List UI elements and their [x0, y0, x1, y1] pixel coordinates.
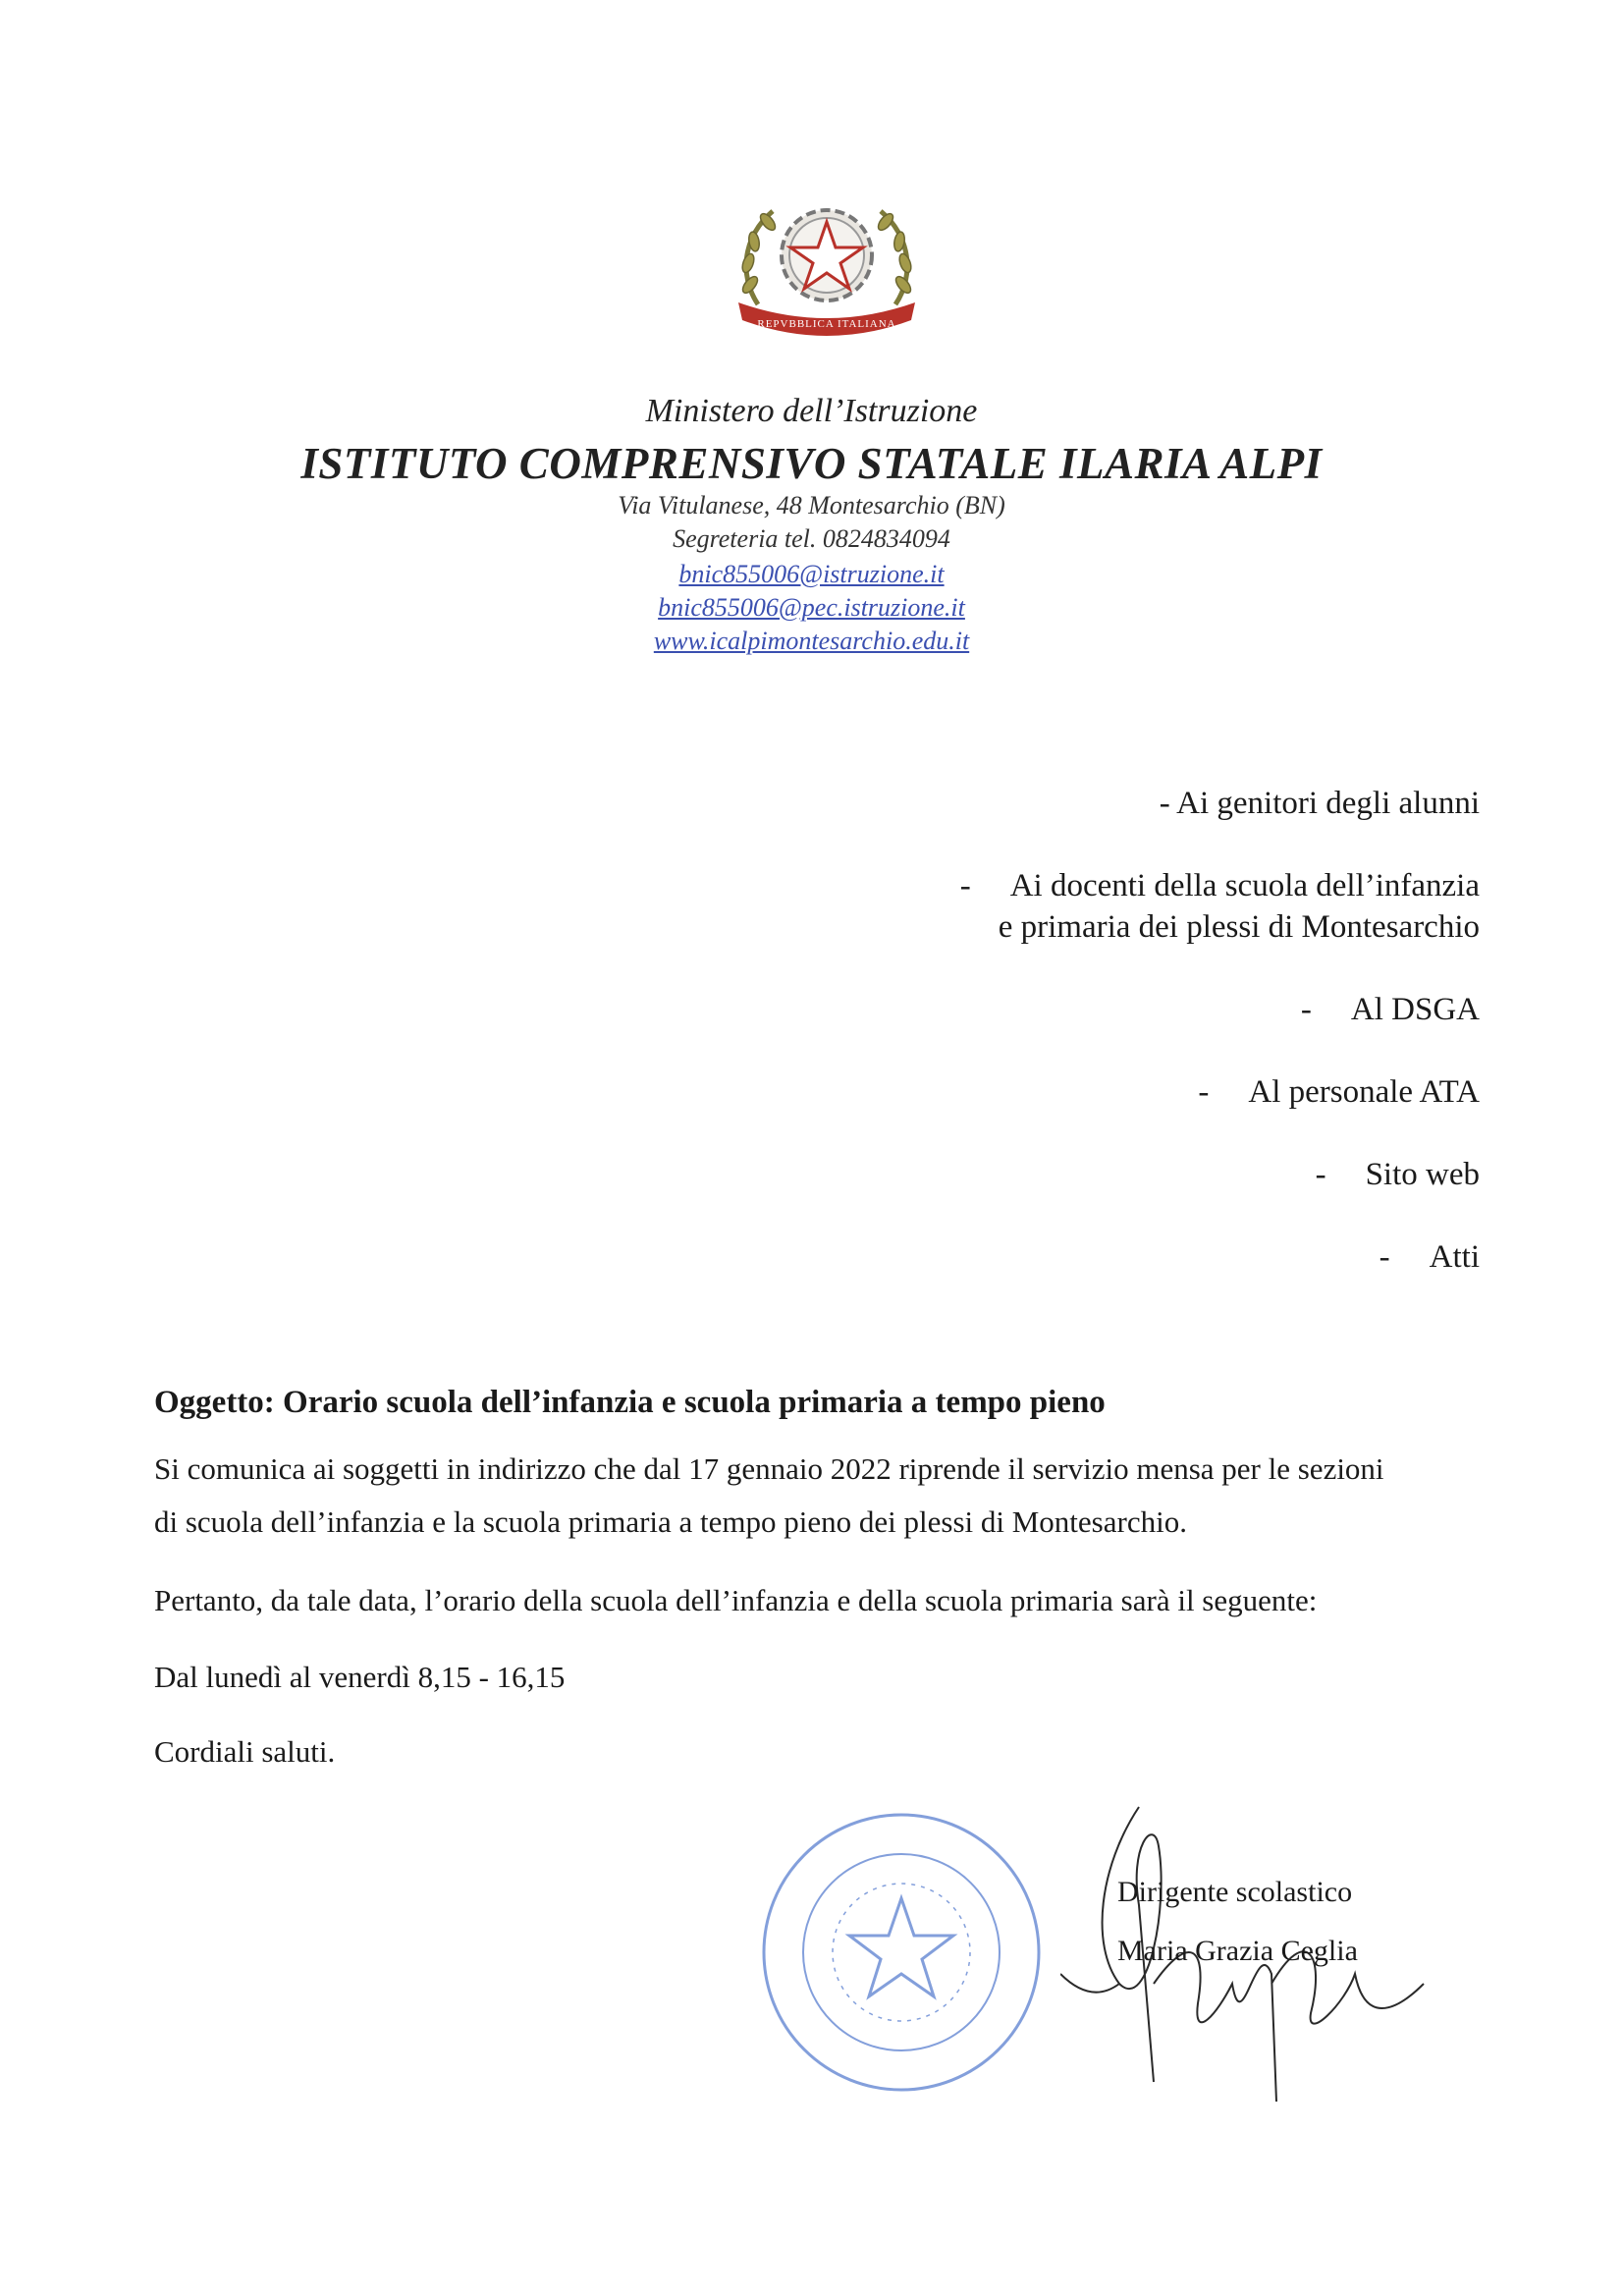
republic-emblem: [729, 187, 925, 344]
school-address: Via Vitulanese, 48 Montesarchio (BN): [618, 491, 1005, 519]
pec-link[interactable]: bnic855006@pec.istruzione.it: [658, 593, 965, 622]
recipient-item: - Al DSGA: [1300, 992, 1480, 1027]
recipient-item: - Atti: [1379, 1239, 1480, 1275]
signature-name: Maria Grazia Ceglia: [1117, 1935, 1358, 1967]
recipient-item: - Ai docenti della scuola dell’infanzia: [959, 868, 1480, 903]
recipient-item: - Sito web: [1315, 1157, 1480, 1192]
website-link[interactable]: www.icalpimontesarchio.edu.it: [653, 627, 970, 655]
body-schedule: Dal lunedì al venerdì 8,15 - 16,15: [154, 1660, 566, 1694]
school-stamp: [754, 1805, 1049, 2100]
subject-line: Oggetto: Orario scuola dell’infanzia e scuola primaria a tempo pieno: [154, 1385, 1106, 1420]
ministry-name: Ministero dell’Istruzione: [645, 393, 978, 429]
school-name: ISTITUTO COMPRENSIVO STATALE ILARIA ALPI: [300, 439, 1323, 488]
emblem-ribbon-text: REPVBBLICA ITALIANA: [757, 318, 896, 330]
signature-role: Dirigente scolastico: [1117, 1876, 1353, 1908]
recipient-item: - Al personale ATA: [1198, 1074, 1480, 1110]
body-paragraph-2: Pertanto, da tale data, l’orario della scuola dell’infanzia e della scuola primaria sarà il seguente:: [154, 1583, 1318, 1617]
email-link[interactable]: bnic855006@istruzione.it: [678, 560, 945, 588]
body-paragraph-1-line-1: Si comunica ai soggetti in indirizzo che dal 17 gennaio 2022 riprende il servizio mensa per le sezioni: [154, 1451, 1384, 1486]
school-phone: Segreteria tel. 0824834094: [673, 524, 950, 553]
recipient-item-continued: e primaria dei plessi di Montesarchio: [998, 909, 1480, 945]
closing-greeting: Cordiali saluti.: [154, 1734, 336, 1769]
recipient-item: - Ai genitori degli alunni: [1159, 786, 1480, 821]
body-paragraph-1-line-2: di scuola dell’infanzia e la scuola primaria a tempo pieno dei plessi di Montesarchio.: [154, 1504, 1187, 1539]
